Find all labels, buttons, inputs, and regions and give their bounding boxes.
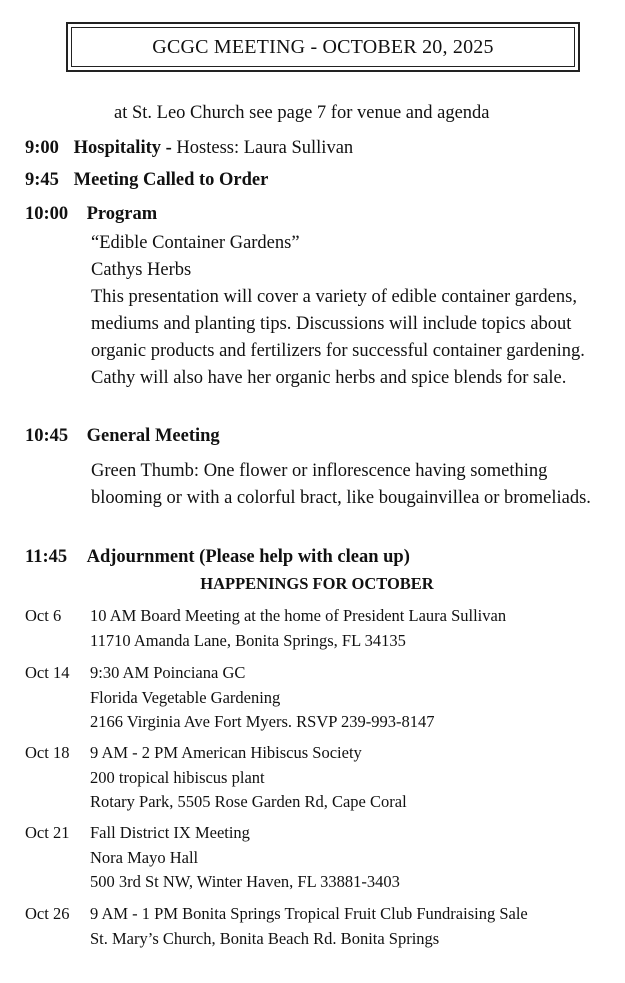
- event-line: 2166 Virginia Ave Fort Myers. RSVP 239-993-8147: [90, 712, 435, 731]
- event-line: Rotary Park, 5505 Rose Garden Rd, Cape Coral: [90, 792, 407, 811]
- agenda-time: 9:00: [25, 138, 59, 158]
- event-date: Oct 14: [25, 663, 70, 682]
- event-date: Oct 26: [25, 904, 70, 923]
- program-details: [91, 230, 611, 392]
- venue-note: at St. Leo Church see page 7 for venue and agenda: [114, 103, 490, 123]
- event-line: 200 tropical hibiscus plant: [90, 767, 265, 787]
- agenda-item-program: [25, 204, 157, 225]
- event-line: Fall District IX Meeting: [90, 823, 250, 842]
- agenda-time: 10:45: [25, 426, 69, 446]
- agenda-time: 10:00: [25, 204, 69, 224]
- agenda-time: 11:45: [25, 547, 68, 567]
- event-line: 9 AM - 2 PM American Hibiscus Society: [90, 743, 362, 762]
- agenda-label: Meeting Called to Order: [73, 170, 269, 190]
- event-line: Florida Vegetable Gardening: [90, 687, 281, 707]
- agenda-detail: Hostess: Laura Sullivan: [176, 138, 354, 158]
- happenings-heading: HAPPENINGS FOR OCTOBER: [200, 574, 434, 593]
- event-line: 9 AM - 1 PM Bonita Springs Tropical Fruit Club Fundraising Sale: [90, 904, 528, 923]
- agenda-item-general-meeting: [25, 426, 220, 447]
- event-line: 9:30 AM Poinciana GC: [90, 663, 246, 682]
- program-title: “Edible Container Gardens”: [91, 233, 300, 253]
- event-line: Nora Mayo Hall: [90, 847, 199, 867]
- agenda-label: General Meeting: [86, 426, 220, 446]
- green-thumb: Green Thumb: One flower or inflorescence having something blooming or with a colorful bract, like bougainvillea or bromeliads.: [91, 461, 591, 508]
- event-date: Oct 21: [25, 823, 70, 842]
- agenda-item-adjournment: [25, 547, 410, 568]
- agenda-time: 9:45: [25, 170, 59, 190]
- program-description: This presentation will cover a variety of edible container gardens, mediums and planting tips. Discussions will include topics about organic products and fertilizers for successful container gardening. Cathy will also have her organic herbs and spice blends for sale.: [91, 287, 585, 388]
- title-frame: [66, 22, 580, 72]
- event-date: Oct 18: [25, 743, 70, 762]
- agenda-label: Hospitality -: [73, 138, 172, 158]
- event-line: 500 3rd St NW, Winter Haven, FL 33881-3403: [90, 872, 400, 891]
- agenda-label: Adjournment (Please help with clean up): [86, 547, 410, 567]
- event-line: 10 AM Board Meeting at the home of President Laura Sullivan: [90, 606, 507, 625]
- page-title: GCGC MEETING - OCTOBER 20, 2025: [71, 27, 575, 67]
- event-date: Oct 6: [25, 606, 62, 625]
- event-line: 11710 Amanda Lane, Bonita Springs, FL 34135: [90, 630, 406, 650]
- agenda-label: Program: [86, 204, 158, 224]
- event-line: St. Mary’s Church, Bonita Beach Rd. Bonita Springs: [90, 928, 440, 948]
- agenda-item-hospitality: [25, 138, 353, 159]
- agenda-item-called-to-order: [25, 170, 268, 191]
- program-presenter: Cathys Herbs: [91, 260, 192, 280]
